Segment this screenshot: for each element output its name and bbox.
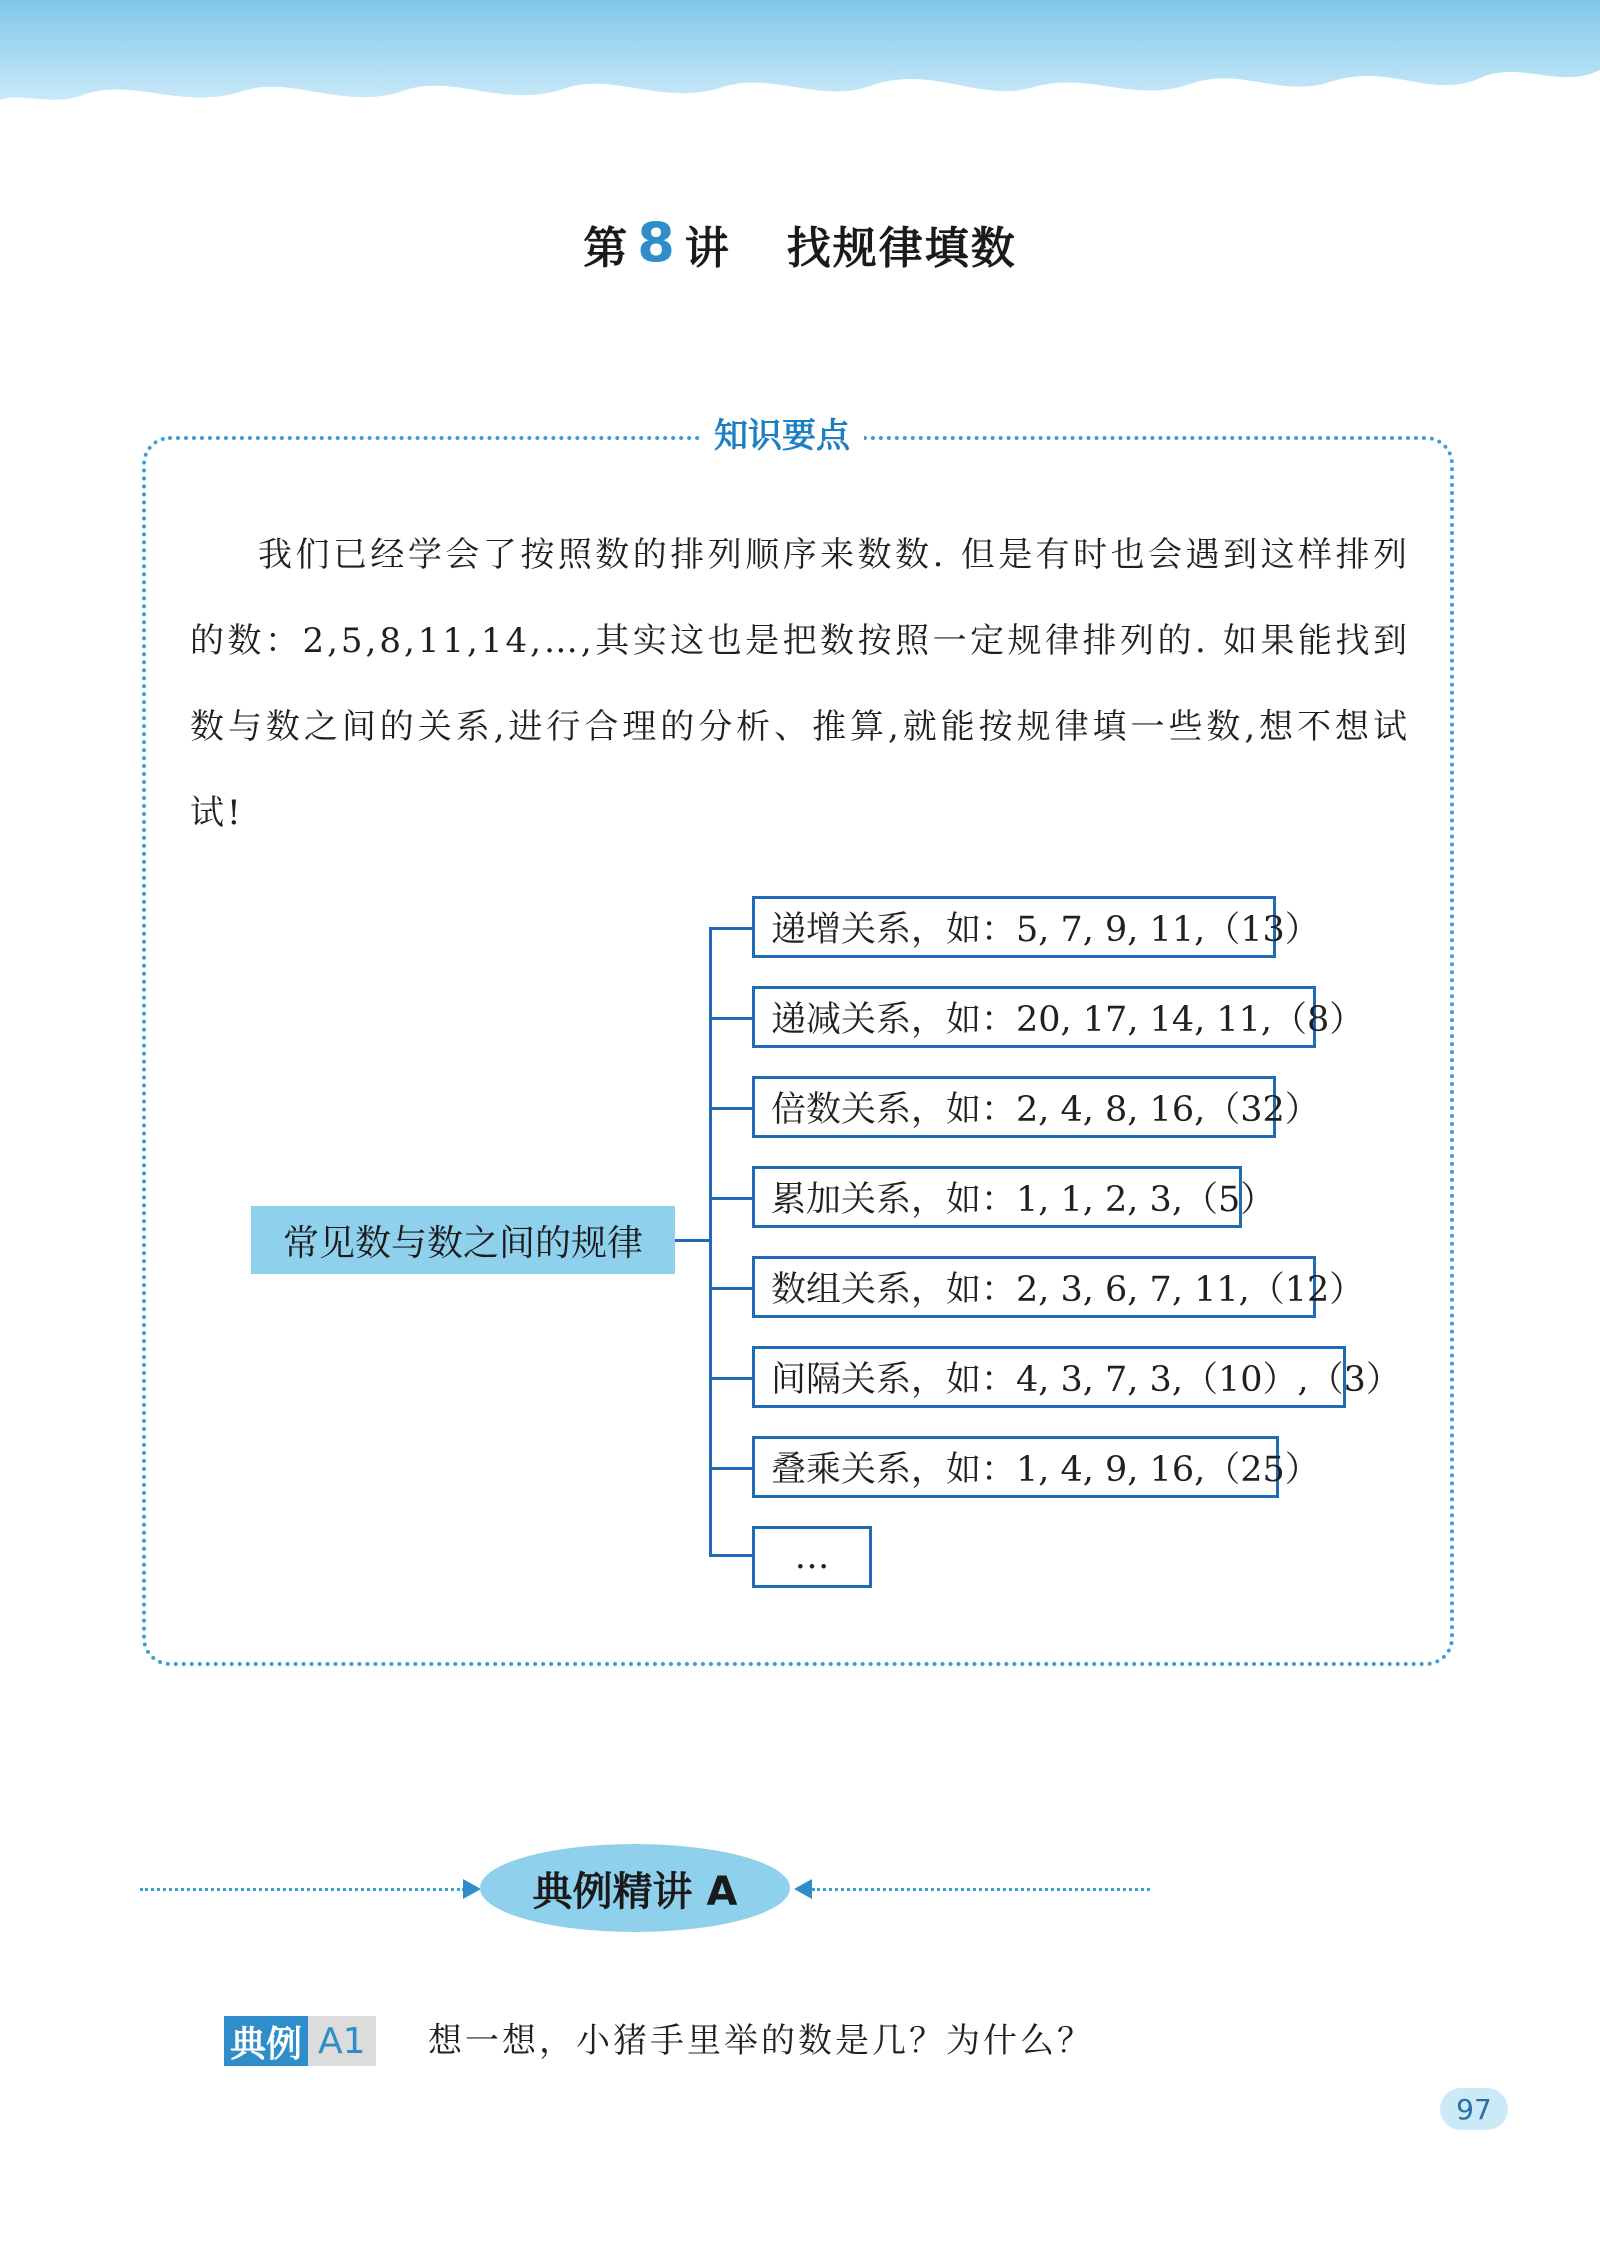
relation-box: 递增关系，如：5, 7, 9, 11,（13） <box>752 896 1276 958</box>
lecture-topic: 找规律填数 <box>786 223 1017 274</box>
branch-line <box>709 1107 752 1110</box>
example-id: A1 <box>308 2016 376 2066</box>
branch-line <box>709 1554 752 1557</box>
branch-line <box>709 927 752 930</box>
branch-line <box>709 1377 752 1380</box>
intro-paragraph: 我们已经学会了按照数的排列顺序来数数. 但是有时也会遇到这样排列的数：2,5,8,11,14,…,其实这也是把数按照一定规律排列的. 如果能找到数与数之间的关系,进行合理的分析、推算,就能按规律填一些数,想不想试试! <box>190 535 1410 833</box>
relation-box: 间隔关系，如：4, 3, 7, 3,（10）,（3） <box>752 1346 1346 1408</box>
diagram-root: 常见数与数之间的规律 <box>251 1206 675 1274</box>
lecture-suffix: 讲 <box>684 223 731 274</box>
relation-box: 累加关系，如：1, 1, 2, 3,（5） <box>752 1166 1242 1228</box>
example-badge <box>224 2016 376 2066</box>
section-rule-left <box>140 1888 465 1891</box>
relation-box: 数组关系，如：2, 3, 6, 7, 11,（12） <box>752 1256 1316 1318</box>
section-title: 典例精讲 A <box>480 1844 790 1932</box>
branch-line <box>709 1017 752 1020</box>
relation-box: 倍数关系，如：2, 4, 8, 16,（32） <box>752 1076 1276 1138</box>
lecture-title <box>0 212 1600 276</box>
relation-box: 递减关系，如：20, 17, 14, 11,（8） <box>752 986 1316 1048</box>
knowledge-heading: 知识要点 <box>700 408 864 457</box>
page-number: 97 <box>1440 2088 1508 2130</box>
left-arrow-icon <box>794 1879 812 1899</box>
relation-box-ellipsis: … <box>752 1526 872 1588</box>
root-connector <box>675 1239 709 1242</box>
sky-banner <box>0 0 1600 120</box>
relation-box: 叠乘关系，如：1, 4, 9, 16,（25） <box>752 1436 1279 1498</box>
lecture-number: 8 <box>637 211 677 274</box>
branch-line <box>709 1287 752 1290</box>
knowledge-intro <box>190 512 1410 856</box>
example-question: 想一想，小猪手里举的数是几？为什么？ <box>428 2021 1094 2061</box>
branch-line <box>709 1467 752 1470</box>
lecture-prefix: 第 <box>583 223 630 274</box>
example-badge-label: 典例 <box>224 2016 308 2066</box>
section-rule-right <box>812 1888 1150 1891</box>
trunk-line <box>709 927 712 1554</box>
right-arrow-icon <box>463 1879 481 1899</box>
branch-line <box>709 1197 752 1200</box>
